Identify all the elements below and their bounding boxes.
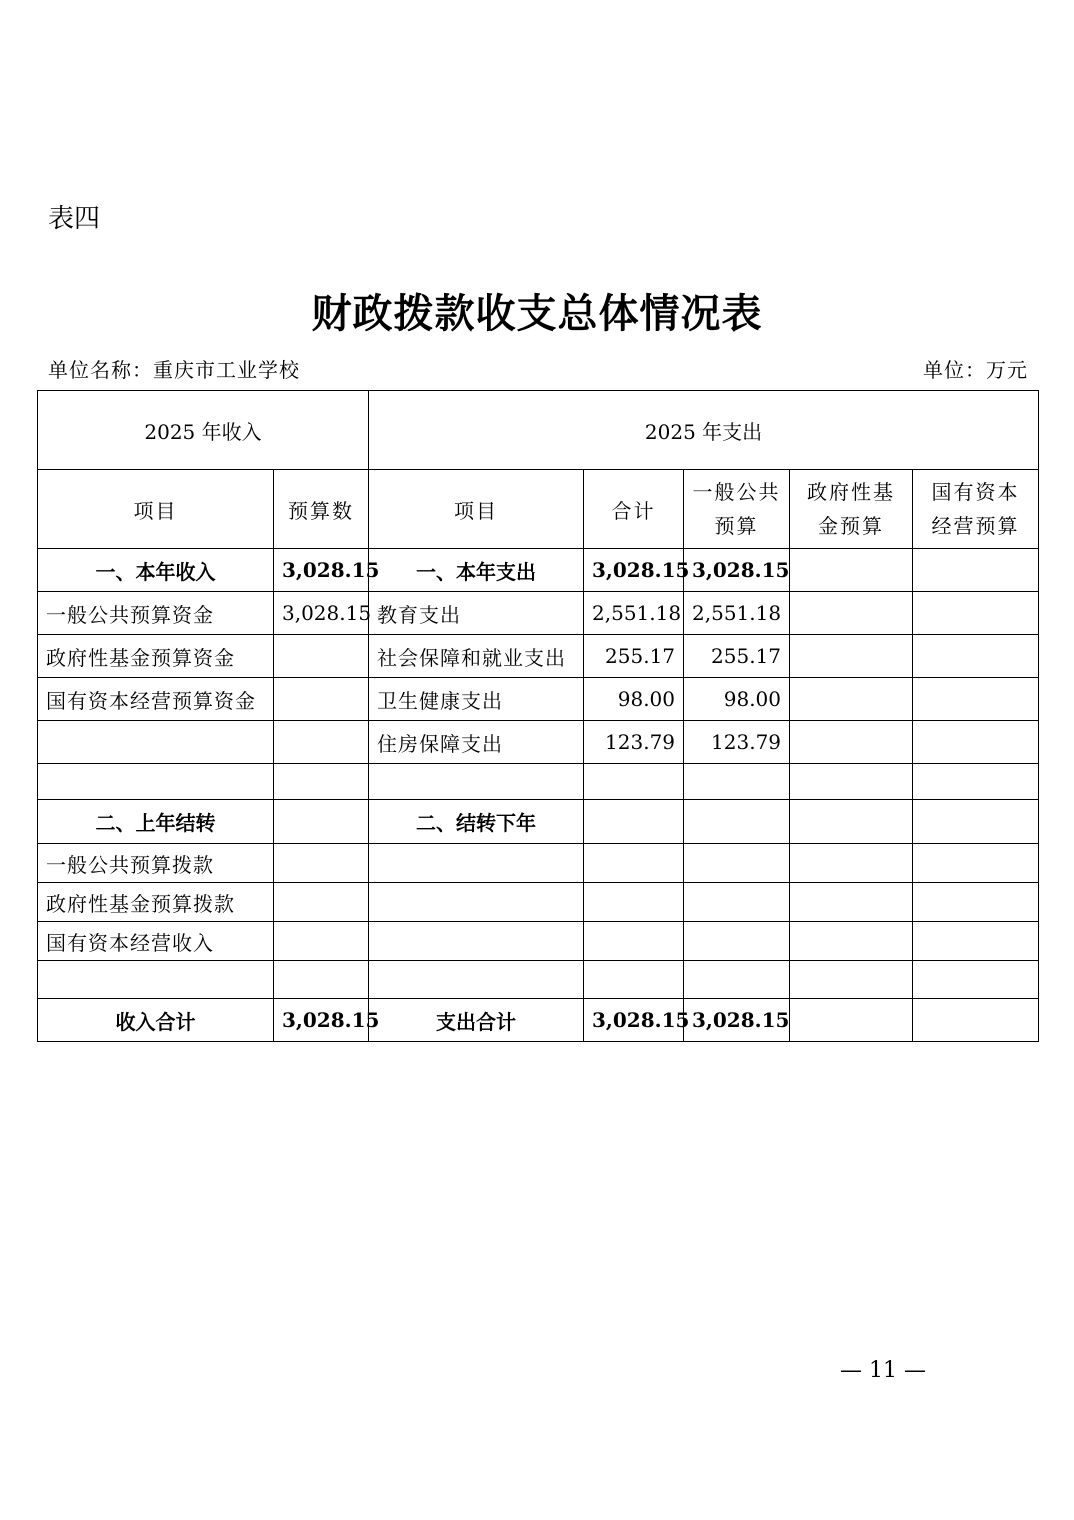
income-budget-cell xyxy=(274,961,369,999)
income-item-cell: 一般公共预算拨款 xyxy=(38,844,274,883)
general-cell xyxy=(684,961,790,999)
col-income-budget: 预算数 xyxy=(274,470,369,549)
income-total-value: 3,028.15 xyxy=(274,999,369,1042)
col-gov-fund-line1: 政府性基 xyxy=(807,480,896,504)
income-item-cell xyxy=(38,721,274,764)
expense-item-cell: 住房保障支出 xyxy=(369,721,584,764)
column-header-row xyxy=(38,470,1039,549)
totals-row xyxy=(38,999,1039,1042)
state-capital-cell xyxy=(913,922,1039,961)
gov-fund-cell xyxy=(790,883,913,922)
gov-fund-cell xyxy=(790,844,913,883)
state-capital-cell xyxy=(913,549,1039,592)
expense-header: 2025 年支出 xyxy=(369,391,1039,470)
state-capital-cell xyxy=(913,883,1039,922)
income-item-cell xyxy=(38,764,274,800)
table-row xyxy=(38,764,1039,800)
col-expense-item: 项目 xyxy=(369,470,584,549)
general-cell xyxy=(684,764,790,800)
expense-total-value: 3,028.15 xyxy=(584,999,684,1042)
total-cell xyxy=(584,764,684,800)
total-cell: 123.79 xyxy=(584,721,684,764)
state-capital-cell xyxy=(913,721,1039,764)
gov-fund-cell xyxy=(790,764,913,800)
state-capital-cell xyxy=(913,800,1039,844)
income-budget-cell xyxy=(274,635,369,678)
gov-fund-cell xyxy=(790,721,913,764)
income-header: 2025 年收入 xyxy=(38,391,369,470)
gov-fund-cell xyxy=(790,961,913,999)
general-cell: 123.79 xyxy=(684,721,790,764)
expense-item-cell xyxy=(369,922,584,961)
budget-table xyxy=(37,390,1039,1042)
table-row xyxy=(38,800,1039,844)
income-item-cell xyxy=(38,961,274,999)
general-cell xyxy=(684,844,790,883)
total-cell xyxy=(584,961,684,999)
general-cell xyxy=(684,800,790,844)
income-item-cell: 一、本年收入 xyxy=(38,549,274,592)
col-general-line1: 一般公共 xyxy=(692,480,781,504)
table-row xyxy=(38,592,1039,635)
general-cell xyxy=(684,883,790,922)
general-cell xyxy=(684,922,790,961)
gov-fund-cell xyxy=(790,922,913,961)
section-header-row xyxy=(38,391,1039,470)
expense-item-cell xyxy=(369,961,584,999)
col-gov-fund-line2: 金预算 xyxy=(818,514,885,538)
table-row xyxy=(38,635,1039,678)
income-budget-cell xyxy=(274,844,369,883)
total-cell xyxy=(584,800,684,844)
state-capital-cell xyxy=(913,678,1039,721)
total-cell: 98.00 xyxy=(584,678,684,721)
expense-item-cell: 社会保障和就业支出 xyxy=(369,635,584,678)
state-capital-cell xyxy=(913,999,1039,1042)
col-state-capital-line2: 经营预算 xyxy=(931,514,1020,538)
table-row xyxy=(38,961,1039,999)
income-budget-cell xyxy=(274,678,369,721)
total-cell xyxy=(584,922,684,961)
gov-fund-cell xyxy=(790,999,913,1042)
expense-item-cell: 二、结转下年 xyxy=(369,800,584,844)
income-item-cell: 政府性基金预算拨款 xyxy=(38,883,274,922)
total-cell xyxy=(584,883,684,922)
income-budget-cell xyxy=(274,764,369,800)
total-cell: 255.17 xyxy=(584,635,684,678)
col-state-capital-line1: 国有资本 xyxy=(931,480,1020,504)
col-income-item: 项目 xyxy=(38,470,274,549)
income-budget-cell xyxy=(274,800,369,844)
col-total: 合计 xyxy=(584,470,684,549)
org-name: 单位名称：重庆市工业学校 xyxy=(48,358,300,382)
state-capital-cell xyxy=(913,592,1039,635)
state-capital-cell xyxy=(913,961,1039,999)
gov-fund-cell xyxy=(790,678,913,721)
general-cell: 2,551.18 xyxy=(684,592,790,635)
income-budget-cell: 3,028.15 xyxy=(274,592,369,635)
table-row xyxy=(38,883,1039,922)
state-capital-cell xyxy=(913,635,1039,678)
measure-unit: 单位：万元 xyxy=(923,358,1028,382)
total-cell xyxy=(584,844,684,883)
income-budget-cell xyxy=(274,922,369,961)
expense-total-label: 支出合计 xyxy=(369,999,584,1042)
income-budget-cell: 3,028.15 xyxy=(274,549,369,592)
table-row xyxy=(38,844,1039,883)
col-general-line2: 预算 xyxy=(714,514,759,538)
state-capital-cell xyxy=(913,764,1039,800)
expense-item-cell xyxy=(369,844,584,883)
expense-item-cell xyxy=(369,764,584,800)
expense-item-cell: 卫生健康支出 xyxy=(369,678,584,721)
expense-item-cell xyxy=(369,883,584,922)
expense-item-cell: 一、本年支出 xyxy=(369,549,584,592)
income-budget-cell xyxy=(274,883,369,922)
gov-fund-cell xyxy=(790,549,913,592)
income-budget-cell xyxy=(274,721,369,764)
general-cell: 98.00 xyxy=(684,678,790,721)
state-capital-cell xyxy=(913,844,1039,883)
general-cell: 3,028.15 xyxy=(684,549,790,592)
table-row xyxy=(38,922,1039,961)
income-item-cell: 政府性基金预算资金 xyxy=(38,635,274,678)
income-item-cell: 二、上年结转 xyxy=(38,800,274,844)
table-row xyxy=(38,678,1039,721)
gov-fund-cell xyxy=(790,635,913,678)
page-title: 财政拨款收支总体情况表 xyxy=(311,290,763,337)
income-item-cell: 一般公共预算资金 xyxy=(38,592,274,635)
col-general-budget xyxy=(684,470,790,549)
income-item-cell: 国有资本经营预算资金 xyxy=(38,678,274,721)
general-cell: 255.17 xyxy=(684,635,790,678)
col-state-capital-budget xyxy=(913,470,1039,549)
table-row xyxy=(38,721,1039,764)
expense-item-cell: 教育支出 xyxy=(369,592,584,635)
col-gov-fund-budget xyxy=(790,470,913,549)
total-cell: 3,028.15 xyxy=(584,549,684,592)
table-label: 表四 xyxy=(48,204,101,234)
gov-fund-cell xyxy=(790,592,913,635)
page-number: — 11 — xyxy=(840,1358,926,1383)
general-total-value: 3,028.15 xyxy=(684,999,790,1042)
table-row xyxy=(38,549,1039,592)
gov-fund-cell xyxy=(790,800,913,844)
income-item-cell: 国有资本经营收入 xyxy=(38,922,274,961)
total-cell: 2,551.18 xyxy=(584,592,684,635)
income-total-label: 收入合计 xyxy=(38,999,274,1042)
